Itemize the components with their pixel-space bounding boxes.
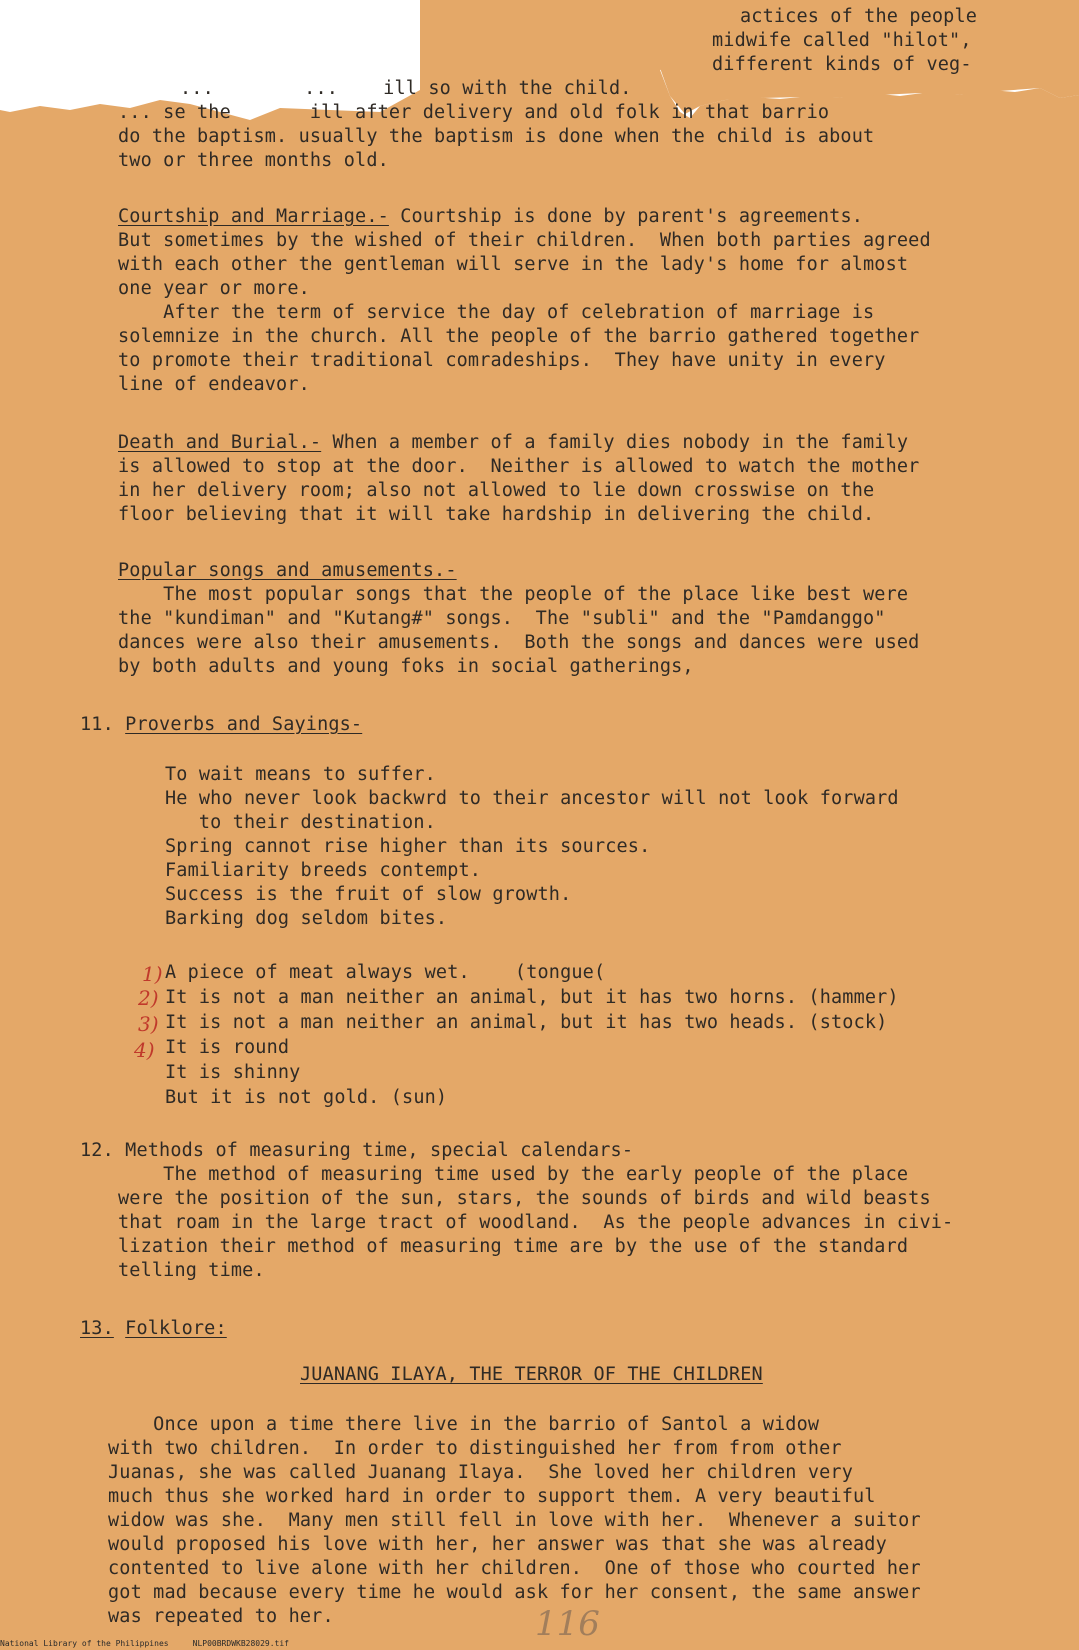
- text-line: The method of measuring time used by the early people of the place: [118, 1164, 909, 1185]
- story-line: much thus she worked hard in order to support them. A very beautiful: [108, 1486, 876, 1507]
- proverb-line: He who never look backwrd to their ancestor will not look forward: [165, 788, 899, 809]
- time-heading: Methods of measuring time, special calendars-: [125, 1140, 634, 1161]
- text-line: But sometimes by the wished of their children. When both parties agreed: [118, 230, 931, 251]
- text-line: lization their method of measuring time are by the use of the standard: [118, 1236, 909, 1257]
- story-title: JUANANG ILAYA, THE TERROR OF THE CHILDREN: [300, 1364, 763, 1385]
- proverb-line: Spring cannot rise higher than its sources.: [165, 836, 651, 857]
- riddle-line: A piece of meat always wet. (tongue(: [165, 962, 606, 983]
- text-line: solemnize in the church. All the people of the barrio gathered together: [118, 326, 920, 347]
- story-line: Once upon a time there live in the barrio of Santol a widow: [108, 1414, 820, 1435]
- story-line: widow was she. Many men still fell in love with her. Whenever a suitor: [108, 1510, 921, 1531]
- text-line: floor believing that it will take hardship in delivering the child.: [118, 504, 875, 525]
- text-line: The most popular songs that the people of the place like best were: [118, 584, 909, 605]
- text-line: with each other the gentleman will serve in the lady's home for almost: [118, 254, 909, 275]
- section-number: 12.: [80, 1140, 114, 1161]
- proverb-line: Success is the fruit of slow growth.: [165, 884, 572, 905]
- text-line: dances were also their amusements. Both the songs and dances were used: [118, 632, 920, 653]
- folklore-heading: Folklore:: [125, 1318, 227, 1339]
- text-line: by both adults and young foks in social gatherings,: [118, 656, 694, 677]
- text-line: telling time.: [118, 1260, 265, 1281]
- section-number: 11.: [80, 714, 114, 735]
- death-heading: Death and Burial.-: [118, 432, 322, 453]
- proverb-line: to their destination.: [165, 812, 436, 833]
- text-line: the "kundiman" and "Kutang#" songs. The "subli" and the "Pamdanggo": [118, 608, 886, 629]
- courtship-paragraph: [118, 206, 863, 228]
- story-line: would proposed his love with her, her answer was that she was already: [108, 1534, 887, 1555]
- fragment-line: do the baptism. usually the baptism is done when the child is about: [118, 126, 875, 147]
- proverbs-heading-line: [80, 714, 362, 736]
- text-line: is allowed to stop at the door. Neither is allowed to watch the mother: [118, 456, 920, 477]
- proverb-line: Barking dog seldom bites.: [165, 908, 448, 929]
- fragment-line: two or three months old.: [118, 150, 389, 171]
- proverb-line: To wait means to suffer.: [165, 764, 436, 785]
- fragment-line: ... ... ill so with the child.: [180, 78, 632, 99]
- story-line: with two children. In order to distinguished her from from other: [108, 1438, 842, 1459]
- fragment-line: ... se the ill after delivery and old folk in that barrio: [118, 102, 830, 123]
- riddle-line: But it is not gold. (sun): [165, 1087, 448, 1108]
- riddle-line: It is not a man neither an animal, but it has two heads. (stock): [165, 1012, 888, 1033]
- riddle-mark: 3): [138, 1012, 159, 1036]
- text-line: were the position of the sun, stars, the sounds of birds and wild beasts: [118, 1188, 931, 1209]
- text-line: in her delivery room; also not allowed to lie down crosswise on the: [118, 480, 875, 501]
- proverbs-heading: Proverbs and Sayings-: [125, 714, 363, 735]
- text-line: When a member of a family dies nobody in the family: [321, 432, 909, 453]
- section-number: 13.: [80, 1318, 114, 1339]
- text-line: Courtship is done by parent's agreements.: [388, 206, 864, 227]
- story-line: contented to live alone with her children. One of those who courted her: [108, 1558, 921, 1579]
- proverb-line: Familiarity breeds contempt.: [165, 860, 482, 881]
- riddle-mark: 1): [142, 962, 163, 986]
- text-line: that roam in the large tract of woodland. As the people advances in civi-: [118, 1212, 954, 1233]
- riddle-mark: 4): [134, 1038, 155, 1062]
- text-line: After the term of service the day of celebration of marriage is: [118, 302, 875, 323]
- time-heading-line: [80, 1140, 633, 1162]
- death-paragraph: [118, 432, 908, 454]
- text-line: to promote their traditional comradeships. They have unity in every: [118, 350, 886, 371]
- songs-heading: Popular songs and amusements.-: [118, 560, 457, 581]
- story-line: Juanas, she was called Juanang Ilaya. She loved her children very: [108, 1462, 854, 1483]
- footer-caption: National Library of the Philippines NLP00BRDWKB28029.tif: [0, 1639, 289, 1648]
- story-line: got mad because every time he would ask for her consent, the same answer: [108, 1582, 921, 1603]
- fragment-line: midwife called "hilot",: [712, 30, 972, 51]
- riddle-line: It is round: [165, 1037, 290, 1058]
- courtship-heading: Courtship and Marriage.-: [118, 206, 389, 227]
- page-number: 116: [535, 1604, 600, 1644]
- story-line: was repeated to her.: [108, 1606, 334, 1627]
- folklore-heading-line: [80, 1318, 227, 1340]
- riddle-line: It is shinny: [165, 1062, 301, 1083]
- text-line: line of endeavor.: [118, 374, 310, 395]
- fragment-line: different kinds of veg-: [712, 54, 972, 75]
- riddle-line: It is not a man neither an animal, but it has two horns. (hammer): [165, 987, 899, 1008]
- fragment-line: actices of the people: [740, 6, 978, 27]
- text-line: one year or more.: [118, 278, 310, 299]
- riddle-mark: 2): [138, 986, 159, 1010]
